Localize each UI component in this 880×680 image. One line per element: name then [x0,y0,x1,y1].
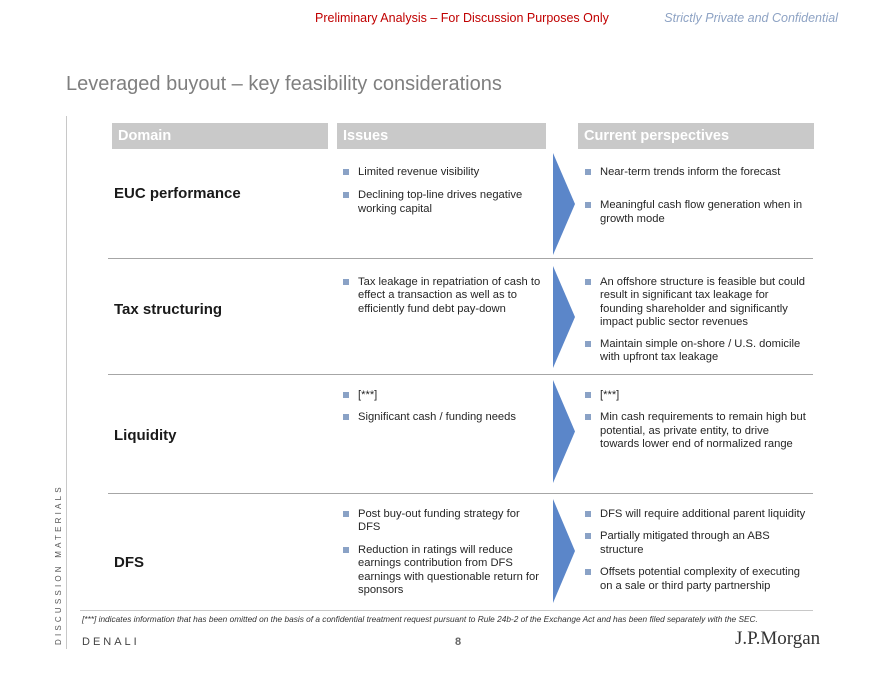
perspective-item: Near-term trends inform the forecast [583,166,809,179]
perspective-item: [***] [583,389,809,402]
issue-item: Post buy-out funding strategy for DFS [341,508,543,535]
page-title: Leveraged buyout – key feasibility considerations [66,73,502,95]
perspective-item: Maintain simple on-shore / U.S. domicile with upfront tax leakage [583,338,809,365]
chevron-arrow-icon [553,266,575,368]
issues-list [341,508,543,597]
perspective-item: An offshore structure is feasible but could result in significant tax leakage for founding shareholder and significantly impact public sector revenues [583,276,809,330]
column-header-domain: Domain [112,123,328,149]
perspectives-list [583,508,809,593]
issue-item: Limited revenue visibility [341,166,543,179]
confidential-banner: Strictly Private and Confidential [664,11,838,25]
issues-list [341,389,543,425]
side-label: DISCUSSION MATERIALS [54,484,63,645]
row-divider [108,374,813,375]
perspectives-list [583,166,809,226]
domain-label: DFS [114,554,144,571]
domain-label: EUC performance [114,185,241,202]
column-header-issues: Issues [337,123,546,149]
perspectives-list [583,389,809,452]
perspective-item: Partially mitigated through an ABS structure [583,530,809,557]
footnote-divider [80,610,813,611]
side-rule [66,116,67,649]
footnote: [***] indicates information that has been omitted on the basis of a confidential treatment request pursuant to Rule 24b-2 of the Exchange Act and has been filed separately with the SEC. [82,614,758,624]
preliminary-banner: Preliminary Analysis – For Discussion Purposes Only [315,11,609,25]
page-number: 8 [455,636,462,648]
jpmorgan-logo: J.P.Morgan [735,628,821,649]
issue-item: Significant cash / funding needs [341,411,543,424]
perspectives-list [583,276,809,364]
issue-item: Reduction in ratings will reduce earnings contribution from DFS earnings with questionable return for sponsors [341,544,543,598]
perspective-item: Meaningful cash flow generation when in growth mode [583,199,809,226]
issue-item: Declining top-line drives negative working capital [341,189,543,216]
perspective-item: DFS will require additional parent liquidity [583,508,809,521]
column-header-perspectives: Current perspectives [578,123,814,149]
row-divider [108,258,813,259]
row-divider [108,493,813,494]
issues-list [341,166,543,216]
domain-label: Tax structuring [114,301,223,318]
issue-item: [***] [341,389,543,402]
issues-list [341,276,543,316]
chevron-arrow-icon [553,499,575,603]
domain-label: Liquidity [114,427,177,444]
perspective-item: Min cash requirements to remain high but potential, as private entity, to drive towards lower end of normalized range [583,411,809,451]
issue-item: Tax leakage in repatriation of cash to effect a transaction as well as to efficiently fund debt pay-down [341,276,543,316]
perspective-item: Offsets potential complexity of executing on a sale or third party partnership [583,566,809,593]
chevron-arrow-icon [553,380,575,483]
project-name: DENALI [82,636,140,648]
chevron-arrow-icon [553,153,575,255]
